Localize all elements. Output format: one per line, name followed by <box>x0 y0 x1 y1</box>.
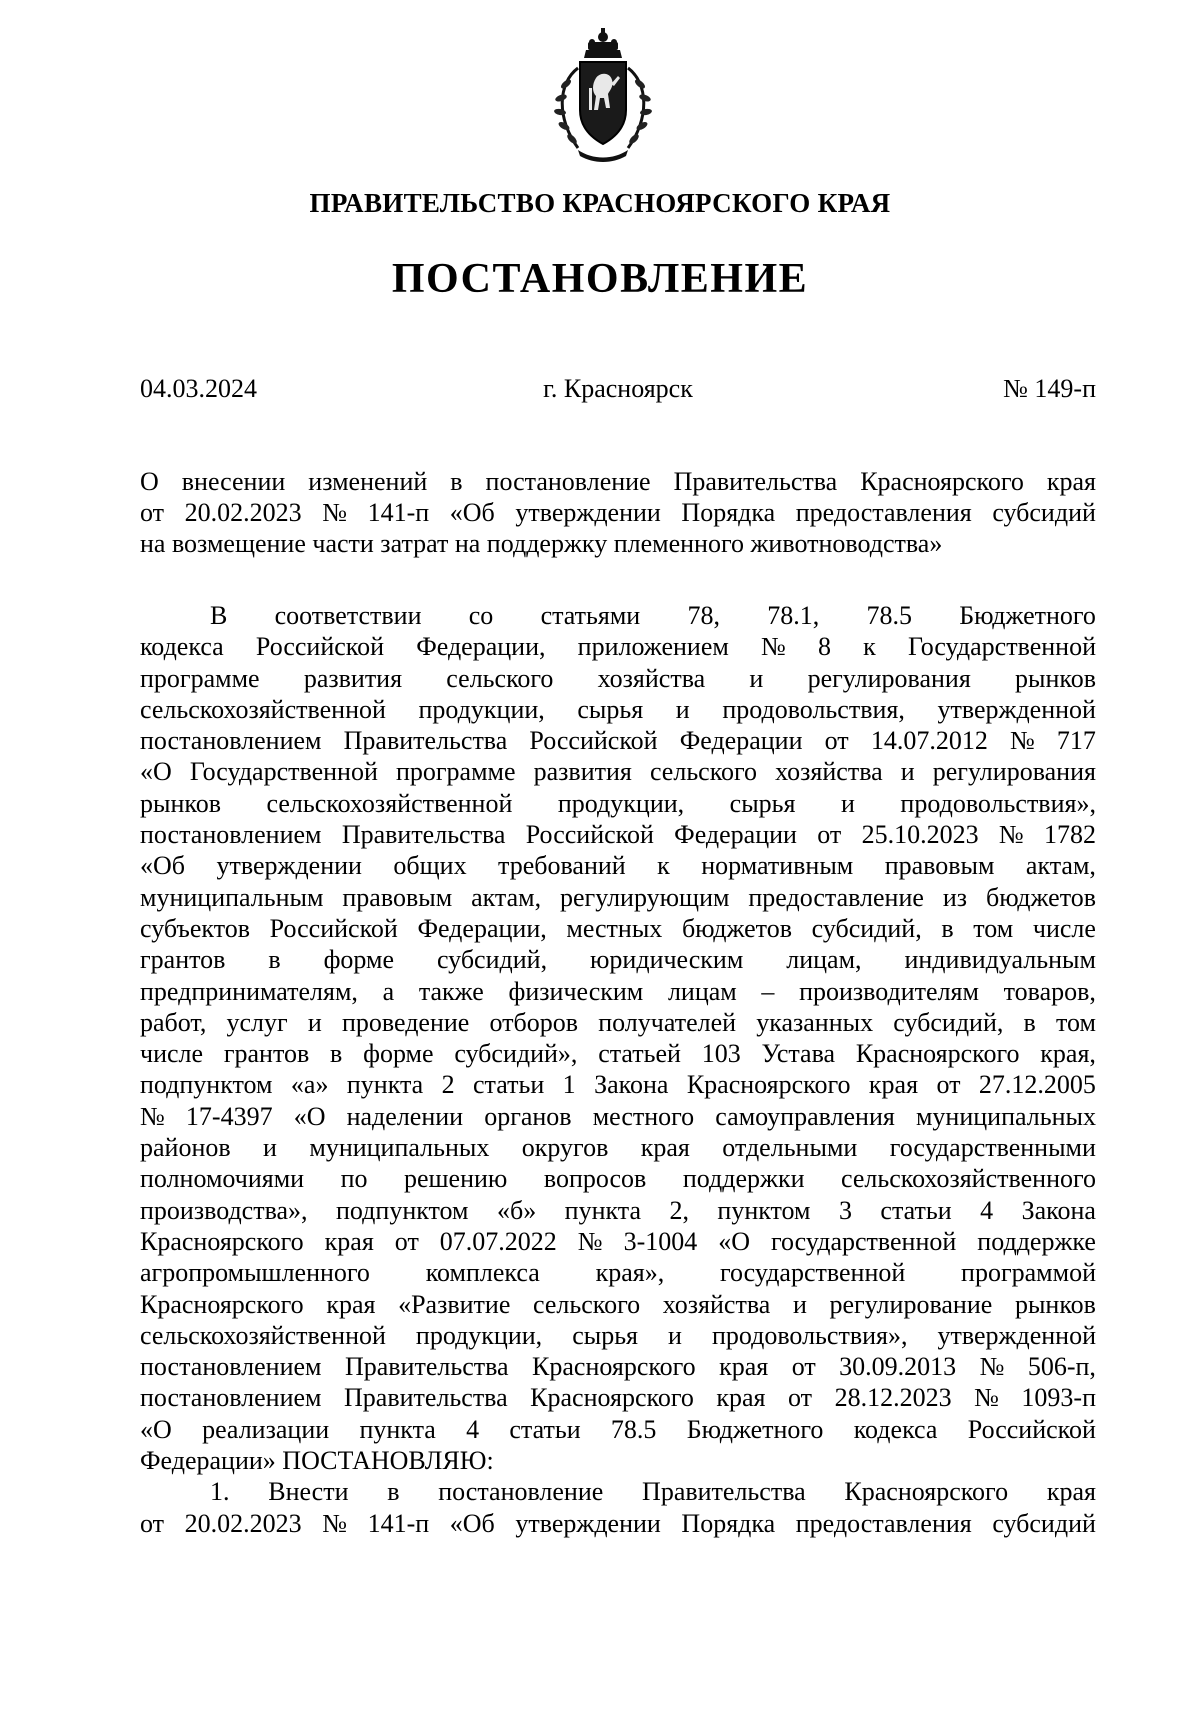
body-line: полномочиями по решению вопросов поддержки сельскохозяйственного <box>140 1164 1096 1194</box>
body-line: «О реализации пункта 4 статьи 78.5 Бюджетного кодекса Российской <box>140 1414 1096 1444</box>
document-type-title: ПОСТАНОВЛЕНИЕ <box>391 256 809 302</box>
body-line: субъектов Российской Федерации, местных бюджетов субсидий, в том числе <box>140 913 1096 943</box>
document-subject <box>140 466 1096 559</box>
body-line: производства», подпунктом «б» пункта 2, пунктом 3 статьи 4 Закона <box>140 1195 1096 1225</box>
body-line: кодекса Российской Федерации, приложением № 8 к Государственной <box>140 632 1096 662</box>
body-line: сельскохозяйственной продукции, сырья и продовольствия, утвержденной <box>140 694 1096 724</box>
body-line: В соответствии со статьями 78, 78.1, 78.5 Бюджетного <box>210 601 1096 630</box>
body-line: Федерации» ПОСТАНОВЛЯЮ: <box>140 1446 494 1476</box>
body-line: «Об утверждении общих требований к нормативным правовым актам, <box>140 851 1096 881</box>
body-line: Красноярского края «Развитие сельского хозяйства и регулирование рынков <box>140 1289 1096 1319</box>
subject-line: от 20.02.2023 № 141-п «Об утверждении Порядка предоставления субсидий <box>140 498 1096 527</box>
body-line: сельскохозяйственной продукции, сырья и продовольствия», утвержденной <box>140 1320 1096 1350</box>
body-line: числе грантов в форме субсидий», статьей 103 Устава Красноярского края, <box>140 1039 1096 1069</box>
krasnoyarsk-coat-of-arms-icon <box>548 28 658 168</box>
body-line: постановлением Правительства Российской Федерации от 14.07.2012 № 717 <box>140 726 1096 756</box>
body-line: Красноярского края от 07.07.2022 № 3-1004 «О государственной поддержке <box>140 1226 1096 1256</box>
body-line: районов и муниципальных округов края отдельными государственными <box>140 1133 1096 1163</box>
body-line: постановлением Правительства Красноярского края от 30.09.2013 № 506-п, <box>140 1352 1096 1382</box>
body-line: 1. Внести в постановление Правительства Красноярского края <box>210 1477 1096 1507</box>
body-line: подпунктом «а» пункта 2 статьи 1 Закона Красноярского края от 27.12.2005 <box>140 1070 1096 1100</box>
body-line: № 17-4397 «О наделении органов местного самоуправления муниципальных <box>140 1101 1096 1131</box>
body-line: муниципальным правовым актам, регулирующим предоставление из бюджетов <box>140 882 1096 912</box>
document-body <box>140 600 1096 1539</box>
document-number: № 149-п <box>1003 374 1096 403</box>
body-line: предпринимателям, а также физическим лицам – производителям товаров, <box>140 976 1096 1006</box>
body-line: агропромышленного комплекса края», государственной программой <box>140 1258 1096 1288</box>
document-date: 04.03.2024 <box>140 374 257 403</box>
body-line: постановлением Правительства Российской Федерации от 25.10.2023 № 1782 <box>140 820 1096 850</box>
body-line: «О Государственной программе развития сельского хозяйства и регулирования <box>140 757 1096 787</box>
subject-line: О внесении изменений в постановление Правительства Красноярского края <box>140 467 1096 496</box>
subject-line: на возмещение части затрат на поддержку племенного животноводства» <box>140 529 943 558</box>
document-city: г. Красноярск <box>543 374 693 403</box>
body-line: работ, услуг и проведение отборов получателей указанных субсидий, в том <box>140 1007 1096 1037</box>
government-name: ПРАВИТЕЛЬСТВО КРАСНОЯРСКОГО КРАЯ <box>309 188 891 218</box>
body-line: рынков сельскохозяйственной продукции, сырья и продовольствия», <box>140 788 1096 818</box>
document-meta-row <box>140 374 1096 408</box>
body-line: постановлением Правительства Красноярского края от 28.12.2023 № 1093-п <box>140 1383 1096 1413</box>
body-line: программе развития сельского хозяйства и регулирования рынков <box>140 663 1096 693</box>
body-line: грантов в форме субсидий, юридическим лицам, индивидуальным <box>140 945 1096 975</box>
body-line: от 20.02.2023 № 141-п «Об утверждении Порядка предоставления субсидий <box>140 1508 1096 1538</box>
